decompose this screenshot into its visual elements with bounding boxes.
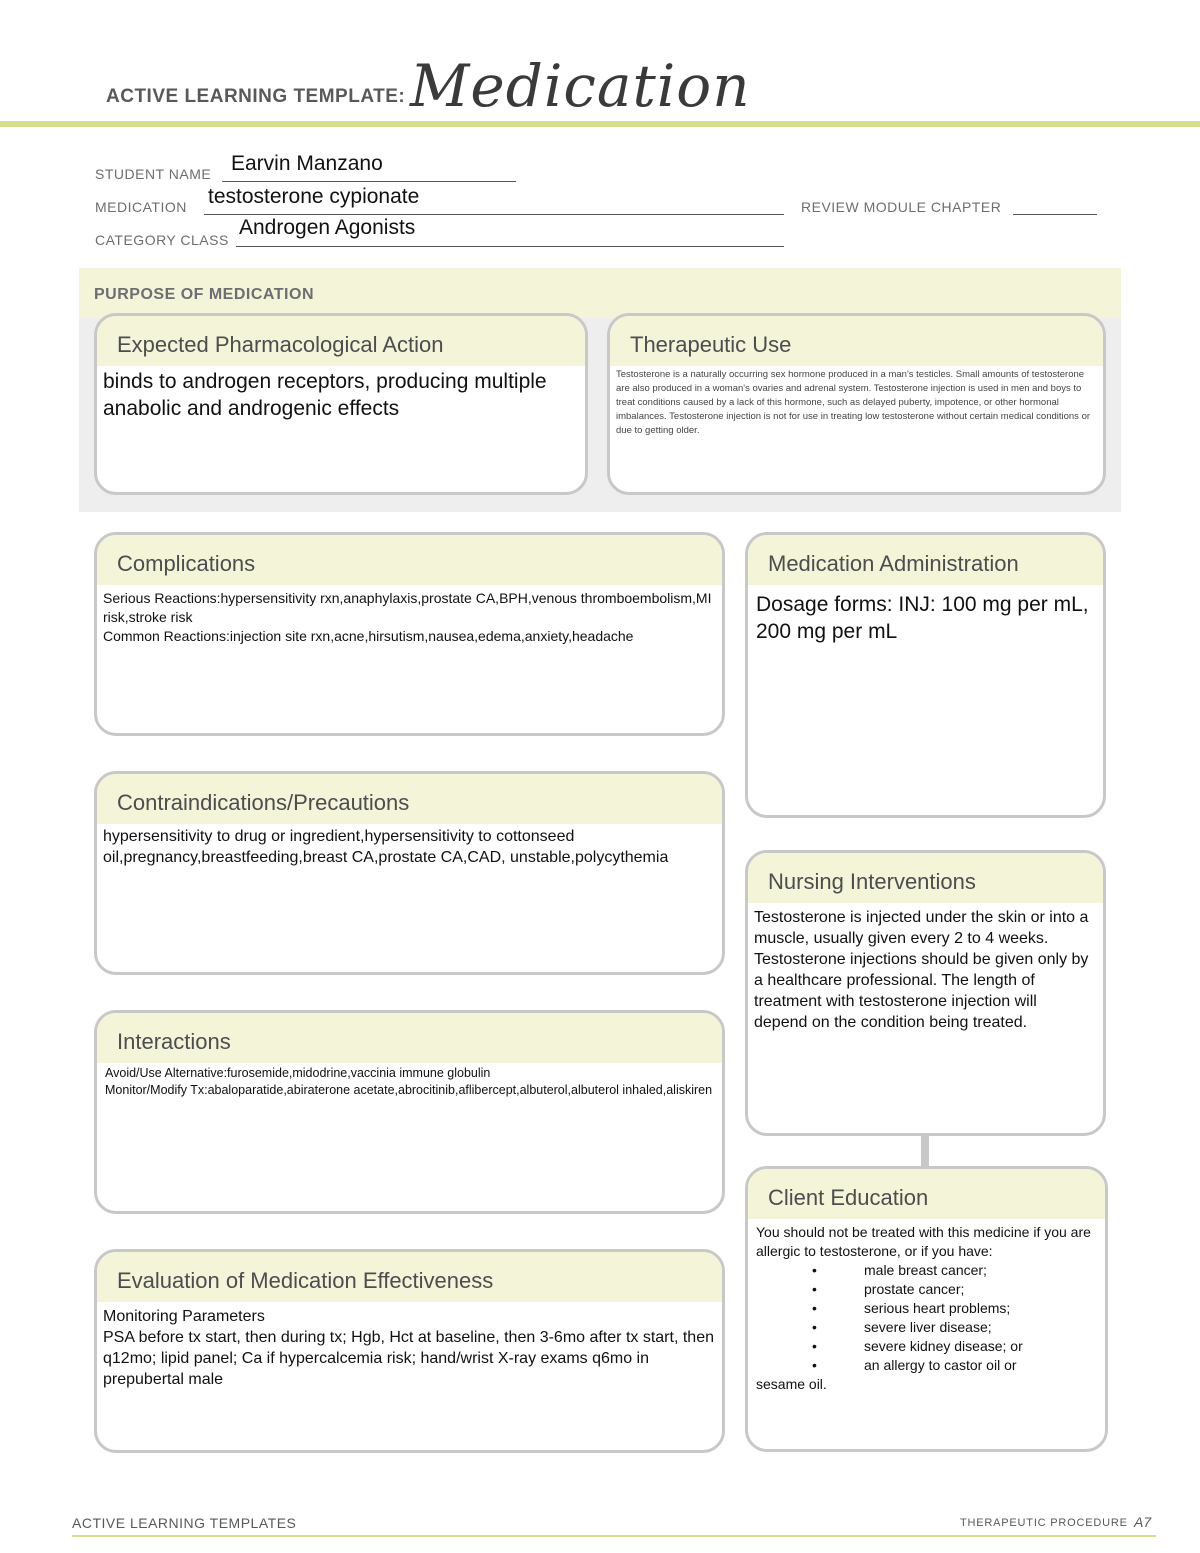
list-item: • an allergy to castor oil or <box>756 1356 1091 1375</box>
avoid-interactions-text[interactable]: Avoid/Use Alternative:furosemide,midodrine,vaccinia immune globulin <box>105 1066 491 1080</box>
contraindications-text[interactable]: hypersensitivity to drug or ingredient,hypersensitivity to cottonseed oil,pregnancy,breastfeeding,breast CA,prostate CA,CAD, unstable,polycythemia <box>103 828 669 866</box>
list-item: • serious heart problems; <box>756 1299 1091 1318</box>
contraindications-title: Contraindications/Precautions <box>97 774 722 824</box>
monitor-interactions-text[interactable]: Monitor/Modify Tx:abaloparatide,abiraterone acetate,abrocitinib,aflibercept,albuterol,albuterol inhaled,aliskiren <box>105 1083 713 1097</box>
footer-right: THERAPEUTIC PROCEDURE <box>960 1517 1128 1529</box>
client-education-box <box>745 1166 1108 1452</box>
medication-administration-box <box>745 532 1106 818</box>
medication-line <box>204 214 784 215</box>
evaluation-subtitle: Monitoring Parameters <box>103 1308 265 1325</box>
student-name-label: STUDENT NAME <box>95 166 212 182</box>
therapeutic-use-box <box>607 313 1106 495</box>
list-item: • prostate cancer; <box>756 1280 1091 1299</box>
purpose-title: PURPOSE OF MEDICATION <box>94 286 314 303</box>
contraindications-box <box>94 771 725 975</box>
student-name-line <box>222 181 516 182</box>
interactions-box <box>94 1010 725 1214</box>
footer-rule <box>72 1535 1156 1537</box>
expected-action-title: Expected Pharmacological Action <box>97 316 585 366</box>
nursing-interventions-title: Nursing Interventions <box>748 853 1103 903</box>
complications-title: Complications <box>97 535 722 585</box>
review-module-field[interactable] <box>1013 214 1097 215</box>
evaluation-title: Evaluation of Medication Effectiveness <box>97 1252 722 1302</box>
page-title: Medication <box>410 52 751 120</box>
medication-field[interactable]: testosterone cypionate <box>208 185 420 208</box>
list-item: • severe kidney disease; or <box>756 1337 1091 1356</box>
student-name-field[interactable]: Earvin Manzano <box>231 152 383 175</box>
nursing-interventions-text[interactable]: Testosterone is injected under the skin or into a muscle, usually given every 2 to 4 weeks. Testosterone injections should be given only by a healthcare professional. The length of treatment with testosterone injection will depend on the condition being treated. <box>754 909 1089 1031</box>
interactions-title: Interactions <box>97 1013 722 1063</box>
common-reactions-text[interactable]: Common Reactions:injection site rxn,acne,hirsutism,nausea,edema,anxiety,headache <box>103 628 634 644</box>
expected-action-box <box>94 313 588 495</box>
medication-administration-text[interactable]: Dosage forms: INJ: 100 mg per mL, 200 mg per mL <box>756 593 1089 643</box>
header-rule <box>0 121 1200 127</box>
therapeutic-use-text[interactable]: Testosterone is a naturally occurring sex hormone produced in a man's testicles. Small amounts of testosterone are also produced in a woman's ovaries and adrenal system. Testosterone injection is used in men and boys to treat conditions caused by a lack of this hormone, such as delayed puberty, impotence, or other hormonal imbalances. Testosterone injection is not for use in treating low testosterone without certain medical conditions or due to getting older. <box>616 369 1091 436</box>
client-education-intro[interactable]: You should not be treated with this medicine if you are allergic to testosterone, or if you have: <box>756 1224 1091 1259</box>
category-class-line <box>236 246 784 247</box>
nursing-education-connector <box>921 1136 929 1166</box>
serious-reactions-text[interactable]: Serious Reactions:hypersensitivity rxn,anaphylaxis,prostate CA,BPH,venous thromboembolism,MI risk,stroke risk <box>103 590 712 625</box>
page-number: A7 <box>1134 1514 1152 1530</box>
therapeutic-use-title: Therapeutic Use <box>610 316 1103 366</box>
review-module-label: REVIEW MODULE CHAPTER <box>801 199 1002 215</box>
nursing-interventions-box <box>745 850 1106 1136</box>
category-class-label: CATEGORY CLASS <box>95 232 229 248</box>
client-education-list <box>756 1261 1091 1375</box>
expected-action-text[interactable]: binds to androgen receptors, producing multiple anabolic and androgenic effects <box>103 370 547 420</box>
medication-administration-title: Medication Administration <box>748 535 1103 585</box>
evaluation-box <box>94 1249 725 1453</box>
list-item: • severe liver disease; <box>756 1318 1091 1337</box>
medication-label: MEDICATION <box>95 199 187 215</box>
category-class-field[interactable]: Androgen Agonists <box>239 216 416 239</box>
list-item: • male breast cancer; <box>756 1261 1091 1280</box>
client-education-title: Client Education <box>748 1169 1105 1219</box>
footer-left: ACTIVE LEARNING TEMPLATES <box>72 1515 297 1531</box>
client-education-tail: sesame oil. <box>756 1376 827 1392</box>
complications-box <box>94 532 725 736</box>
evaluation-text[interactable]: PSA before tx start, then during tx; Hgb, Hct at baseline, then 3-6mo after tx start, then q12mo; lipid panel; Ca if hypercalcemia risk; hand/wrist X-ray exams q6mo in prepubertal male <box>103 1329 714 1388</box>
template-label: ACTIVE LEARNING TEMPLATE: <box>106 86 406 107</box>
